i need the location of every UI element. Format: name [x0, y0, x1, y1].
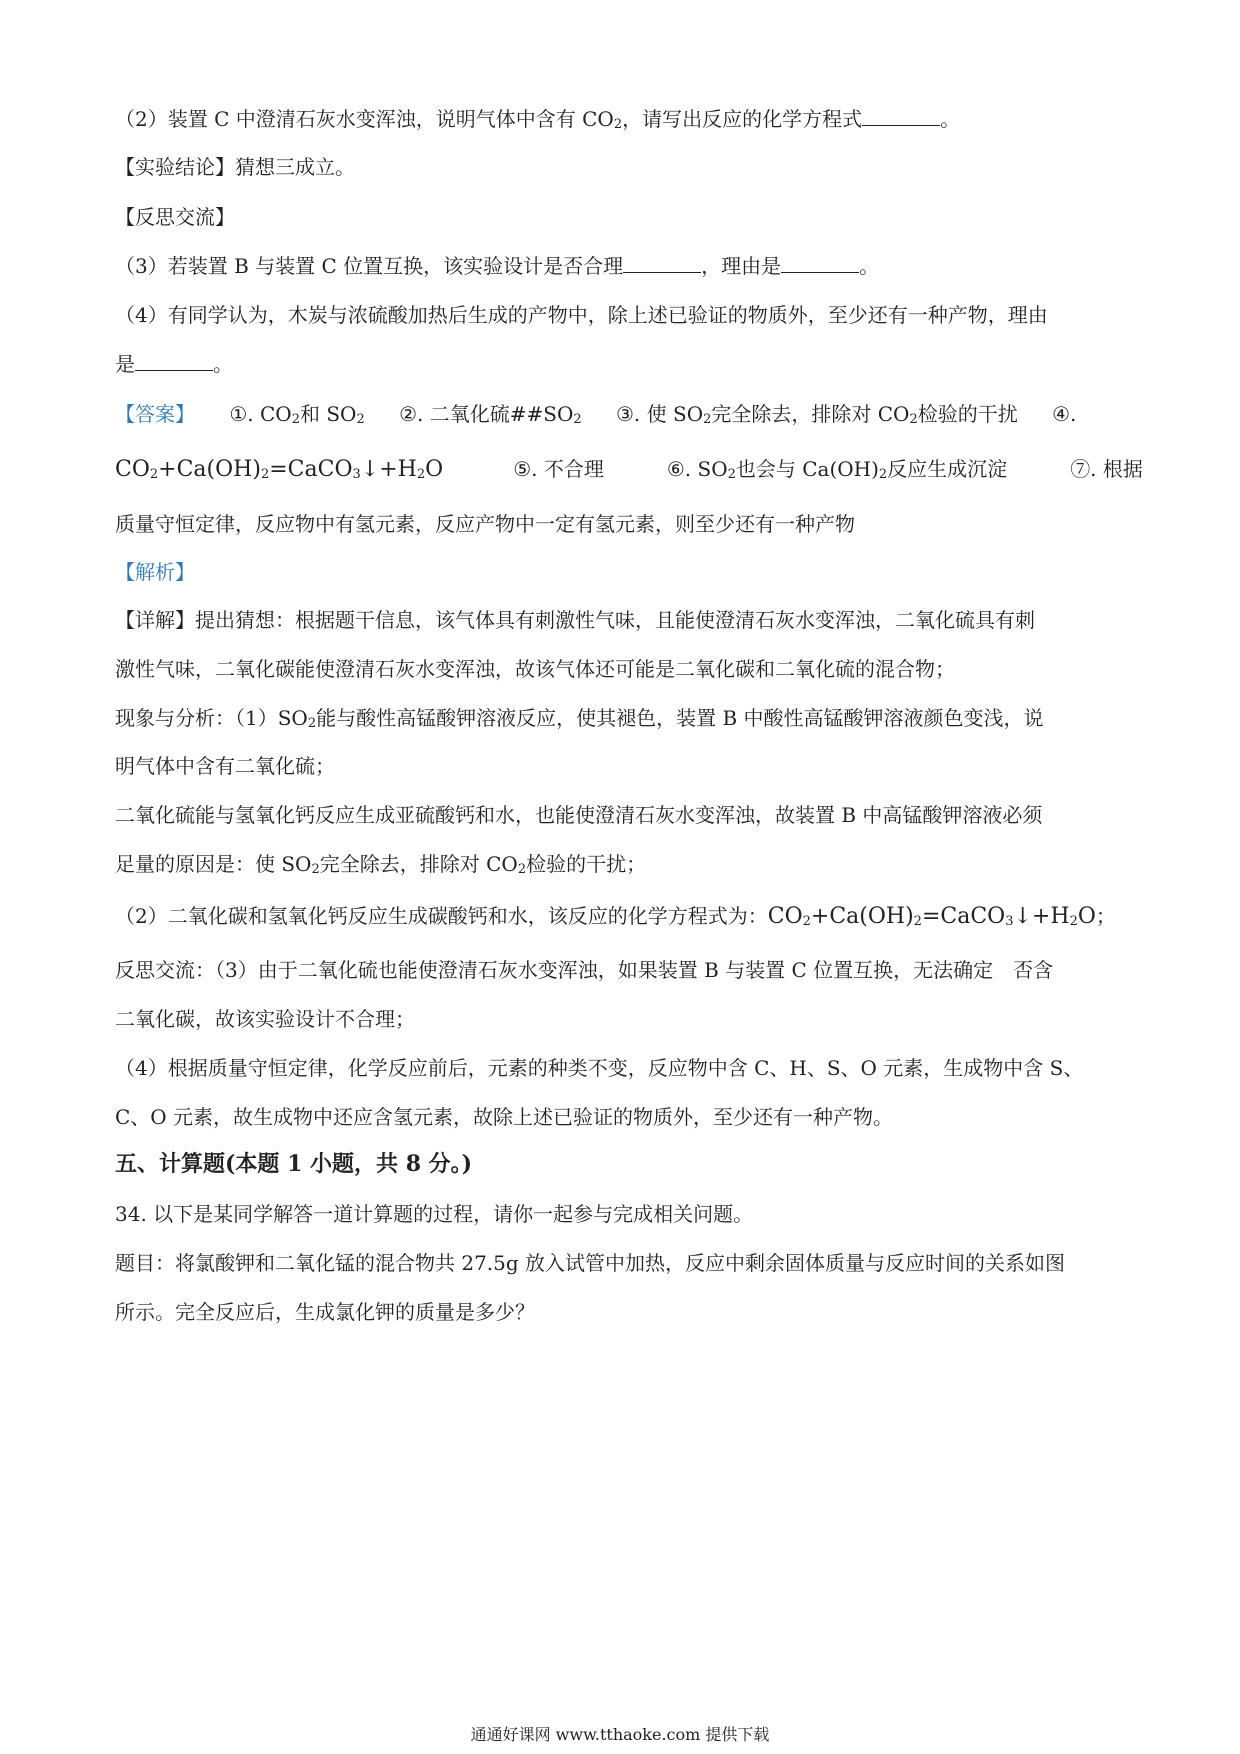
- answer-blank: [623, 254, 701, 273]
- question-34: 34. 以下是某同学解答一道计算题的过程，请你一起参与完成相关问题。: [115, 1202, 754, 1226]
- section-heading: 五、计算题(本题 1 小题，共 8 分。): [115, 1151, 473, 1177]
- answer-tag: 【答案】: [115, 402, 195, 426]
- problem-line2: 所示。完全反应后，生成氯化钾的质量是多少？: [115, 1300, 535, 1324]
- detail-line2: 激性气味，二氧化碳能使澄清石灰水变浑浊，故该气体还可能是二氧化碳和二氧化硫的混合物；: [115, 657, 955, 681]
- detail-line1: 【详解】提出猜想：根据题干信息，该气体具有刺激性气味，且能使澄清石灰水变浑浊，二氧化硫具有刺: [115, 608, 1035, 632]
- answer-line1: 【答案】 ①. $CO_2$和 $SO_2$ ②. 二氧化硫$\#\#SO_2$ ③. 使 $SO_2$完全除去，排除对 $CO_2$检验的干扰 ④.: [115, 402, 1077, 427]
- answer-blank: [135, 352, 213, 371]
- detail-line6: 足量的原因是：使 $SO_2$完全除去，排除对 $CO_2$检验的干扰；: [115, 852, 647, 877]
- detail-line3: 现象与分析：$(1)SO_2$能与酸性高锰酸钾溶液反应，使其褪色，装置 B 中酸性高锰酸钾溶液颜色变浅，说: [115, 706, 1044, 731]
- detail-line9: 二氧化碳，故该实验设计不合理；: [115, 1007, 415, 1031]
- detail-line11: C、O 元素，故生成物中还应含氢元素，故除上述已验证的物质外，至少还有一种产物。: [115, 1105, 894, 1129]
- detail-line8: 反思交流：（3）由于二氧化硫也能使澄清石灰水变浑浊，如果装置 B 与装置 C 位置互换，无法确定 否含: [115, 958, 1054, 982]
- answer-line2: $CO_2+Ca(OH)_2=CaCO_3↓+H_2O$ ⑤. 不合理 ⑥. $SO_2$也会与 $Ca(OH)_2$反应生成沉淀 ⑦. 根据: [115, 457, 1143, 482]
- question-2: （2）装置 C 中澄清石灰水变浑浊，说明气体中含有 $CO_2$，请写出反应的化学方程式 。: [115, 107, 961, 132]
- reflection-heading: 【反思交流】: [115, 205, 235, 229]
- detail-line10: （4）根据质量守恒定律，化学反应前后，元素的种类不变，反应物中含 C、H、S、O 元素，生成物中含 S、: [115, 1056, 1084, 1080]
- analysis-heading: 【解析】: [115, 560, 195, 584]
- experiment-conclusion: 【实验结论】猜想三成立。: [115, 155, 355, 179]
- question-4-line2: 是 。: [115, 352, 233, 376]
- page-footer: 通通好课网 www.tthaoke.com 提供下载: [470, 1725, 770, 1744]
- chemical-equation: $CO_2+Ca(OH)_2=CaCO_3↓+H_2O$: [115, 457, 444, 482]
- detail-line4: 明气体中含有二氧化硫；: [115, 754, 335, 778]
- answer-blank: [862, 107, 940, 126]
- detail-line5: 二氧化硫能与氢氧化钙反应生成亚硫酸钙和水，也能使澄清石灰水变浑浊，故装置 B 中高锰酸钾溶液必须: [115, 803, 1043, 827]
- problem-line1: 题目：将氯酸钾和二氧化锰的混合物共 27.5g 放入试管中加热，反应中剩余固体质量与反应时间的关系如图: [115, 1251, 1066, 1275]
- answer-blank: [781, 254, 859, 273]
- question-3: （3）若装置 B 与装置 C 位置互换，该实验设计是否合理 ，理由是 。: [115, 254, 880, 278]
- detail-line7: （2）二氧化碳和氢氧化钙反应生成碳酸钙和水，该反应的化学方程式为：$CO_2+Ca(OH)_2=CaCO_3↓+H_2O$；: [115, 904, 1116, 929]
- answer-line3: 质量守恒定律，反应物中有氢元素，反应产物中一定有氢元素，则至少还有一种产物: [115, 512, 855, 536]
- question-4-line1: （4）有同学认为，木炭与浓硫酸加热后生成的产物中，除上述已验证的物质外，至少还有一种产物，理由: [115, 303, 1048, 327]
- chemical-equation: $CO_2+Ca(OH)_2=CaCO_3↓+H_2O$: [767, 904, 1096, 929]
